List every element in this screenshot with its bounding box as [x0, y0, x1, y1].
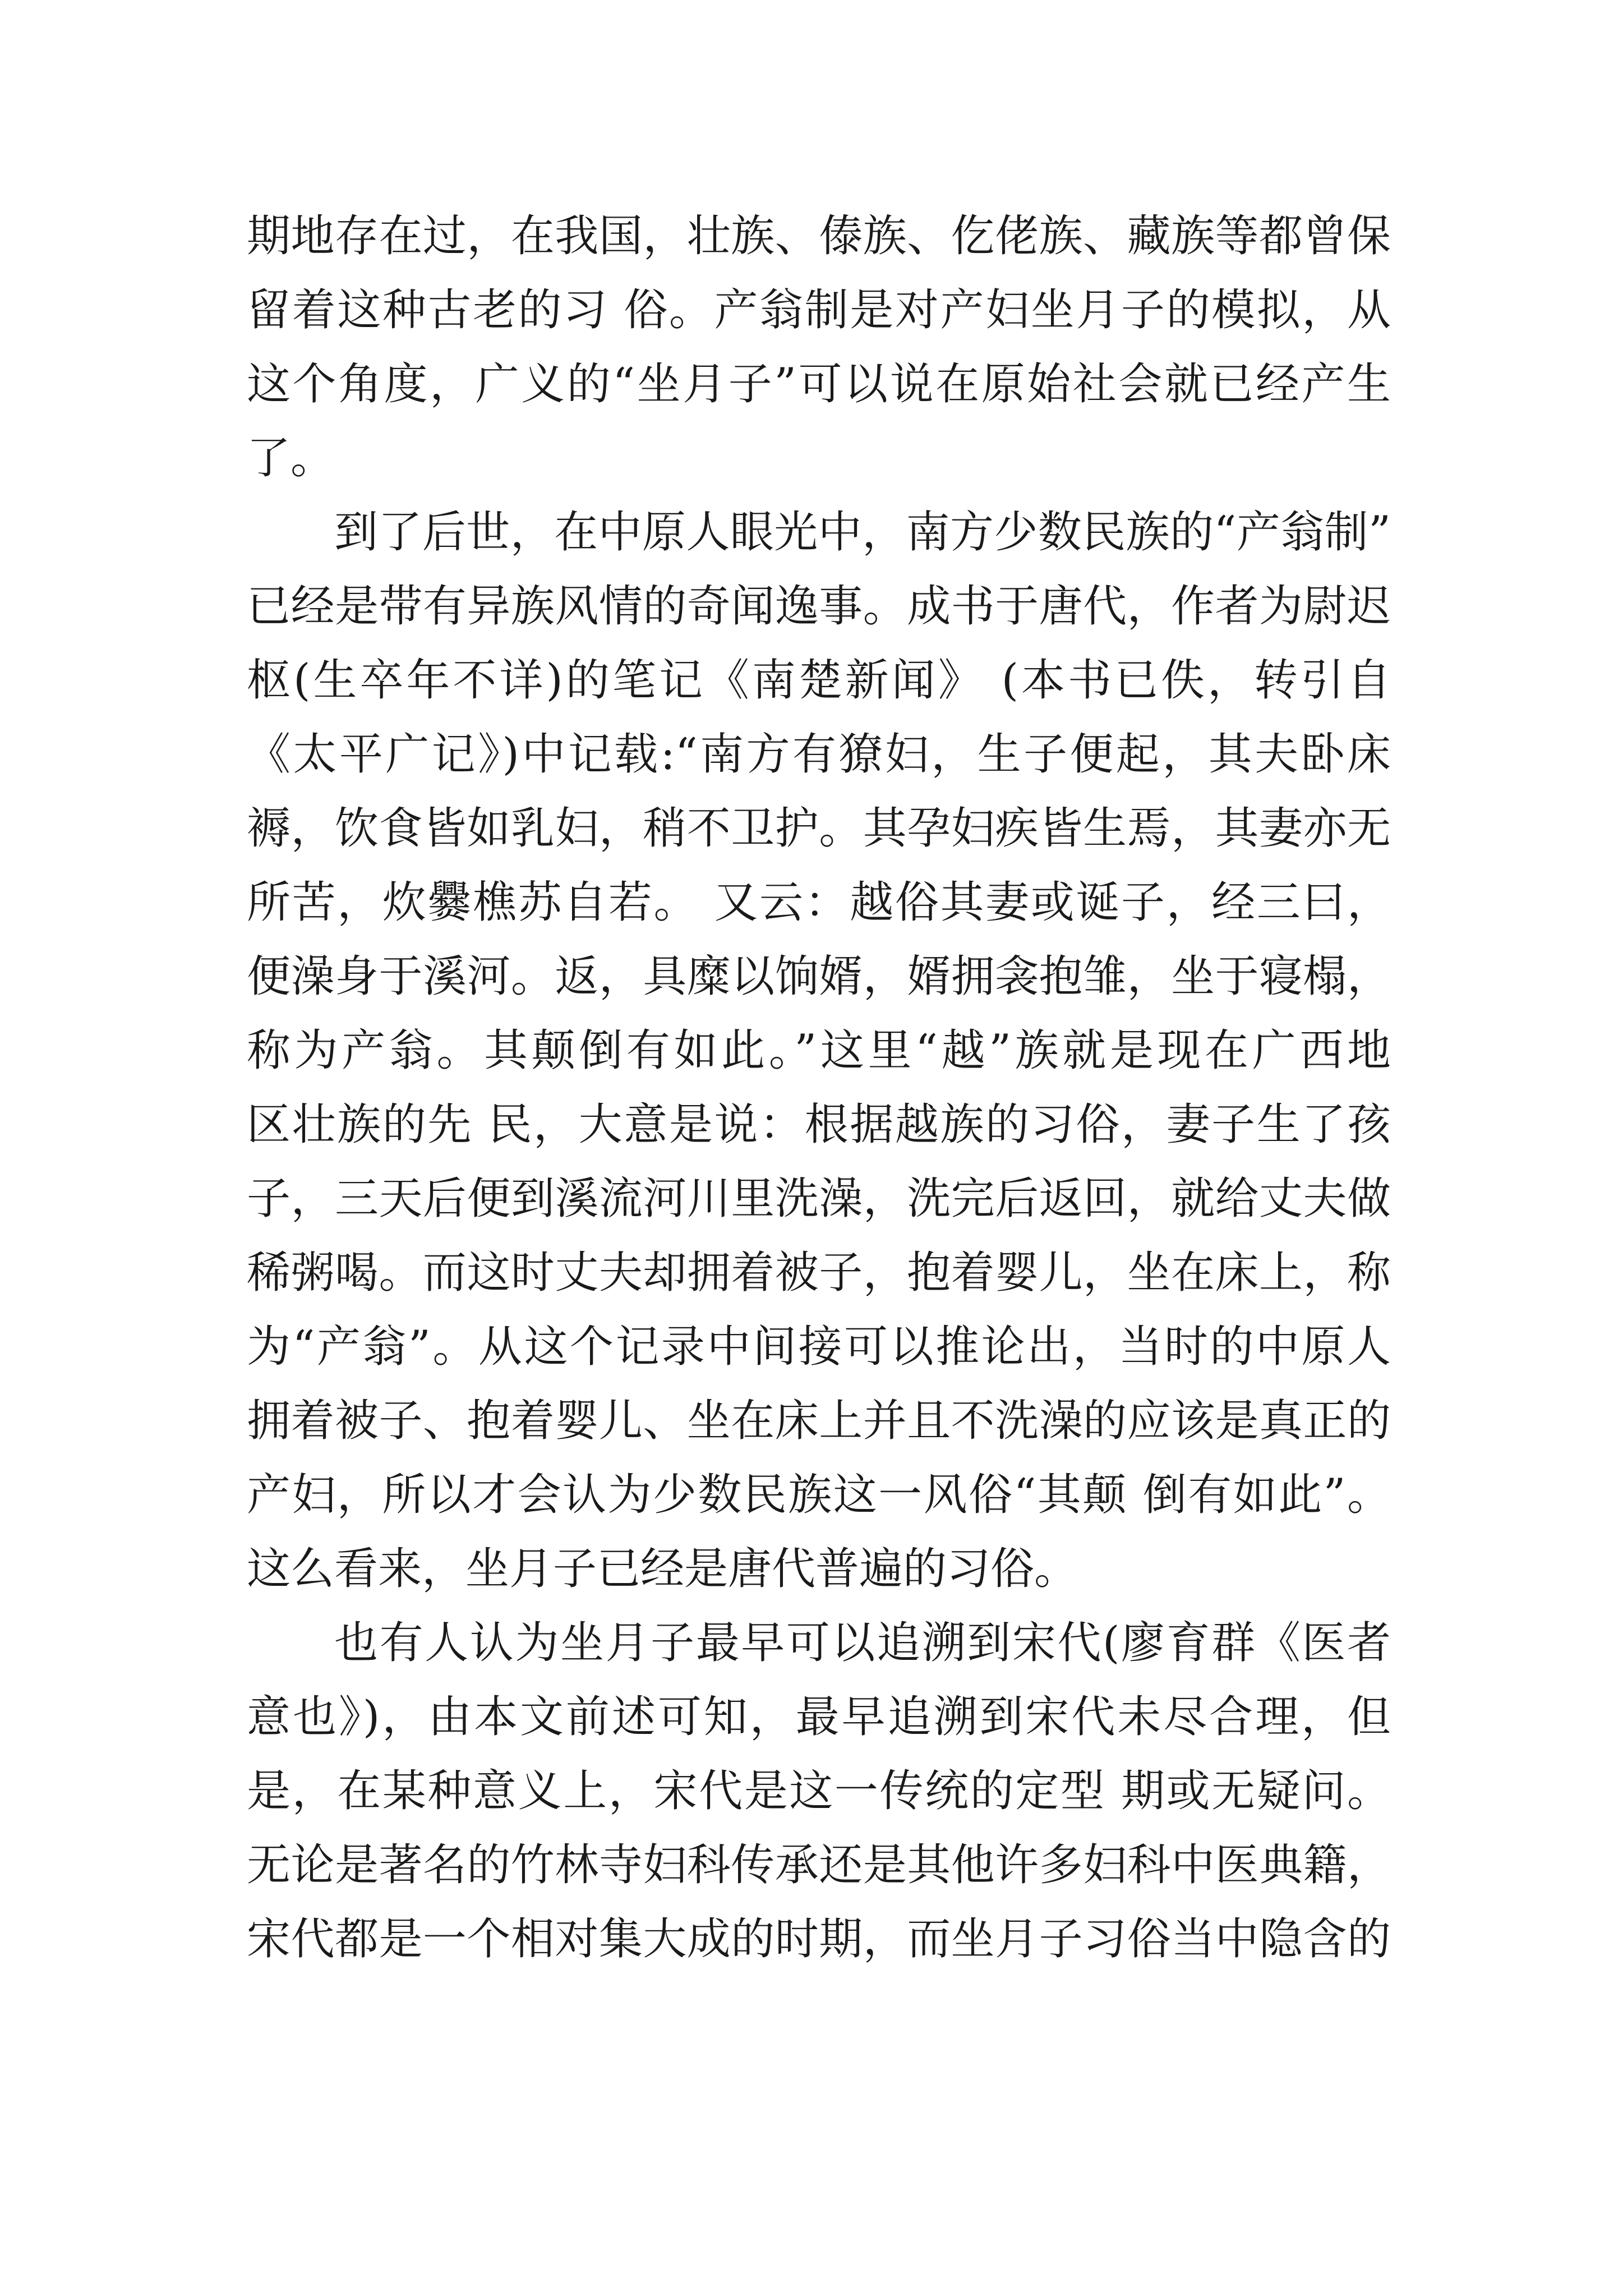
text-line: 为“产翁”。从这个记录中间接可以推论出，当时的中原人 — [247, 1322, 1391, 1372]
text-line: 已经是带有异族风情的奇闻逸事。成书于唐代，作者为尉迟 — [247, 581, 1391, 632]
text-line: 子，三天后便到溪流河川里洗澡，洗完后返回，就给丈夫做 — [247, 1174, 1391, 1224]
text-line: 是，在某种意义上，宋代是这一传统的定型 期或无疑问。 — [247, 1766, 1391, 1816]
text-line: 意也》)，由本文前述可知，最早追溯到宋代未尽合理，但 — [247, 1692, 1391, 1742]
text-line: 无论是著名的竹林寺妇科传承还是其他许多妇科中医典籍， — [247, 1840, 1391, 1890]
text-line: 拥着被子、抱着婴儿、坐在床上并且不洗澡的应该是真正的 — [247, 1396, 1391, 1446]
body-text — [247, 199, 1391, 1976]
text-line: 产妇，所以才会认为少数民族这一风俗“其颠 倒有如此”。 — [247, 1470, 1391, 1520]
text-line: 了。 — [247, 433, 335, 484]
text-line: 枢(生卒年不详)的笔记《南楚新闻》 (本书已佚，转引自 — [247, 655, 1391, 706]
text-line: 宋代都是一个相对集大成的时期，而坐月子习俗当中隐含的 — [247, 1914, 1391, 1964]
text-line: 这个角度，广义的“坐月子”可以说在原始社会就已经产生 — [247, 359, 1391, 409]
text-line: 褥，饮食皆如乳妇，稍不卫护。其孕妇疾皆生焉，其妻亦无 — [247, 803, 1391, 854]
text-line: 稀粥喝。而这时丈夫却拥着被子，抱着婴儿，坐在床上，称 — [247, 1248, 1391, 1298]
text-line: 区壮族的先 民，大意是说：根据越族的习俗，妻子生了孩 — [247, 1099, 1391, 1150]
text-line: 《太平广记》)中记载:“南方有獠妇，生子便起，其夫卧床 — [247, 729, 1391, 780]
text-line: 便澡身于溪河。返，具糜以饷婿，婿拥衾抱雏，坐于寝榻， — [247, 951, 1391, 1002]
text-line: 称为产翁。其颠倒有如此。”这里“越”族就是现在广西地 — [247, 1025, 1391, 1076]
text-line: 所苦，炊爨樵苏自若。 又云：越俗其妻或诞子，经三曰， — [247, 877, 1391, 928]
text-line: 这么看来，坐月子已经是唐代普遍的习俗。 — [247, 1544, 1078, 1594]
text-line: 到了后世，在中原人眼光中，南方少数民族的“产翁制” — [334, 507, 1391, 558]
text-line: 留着这种古老的习 俗。产翁制是对产妇坐月子的模拟，从 — [247, 285, 1391, 335]
text-line: 期地存在过，在我国，壮族、傣族、仡佬族、藏族等都曾保 — [247, 211, 1391, 261]
text-line: 也有人认为坐月子最早可以追溯到宋代(廖育群《医者 — [334, 1618, 1391, 1668]
